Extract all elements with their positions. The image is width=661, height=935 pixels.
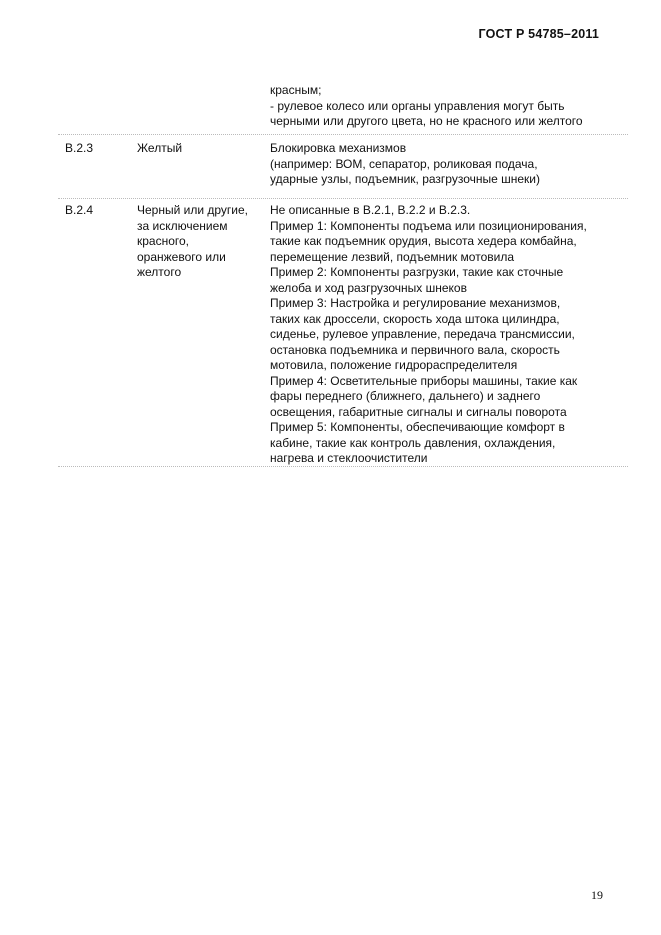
description-line: - рулевое колесо или органы управления могут быть <box>270 98 565 113</box>
description-line: остановка подъемника и первичного вала, скорость <box>270 342 560 357</box>
description-line: (например: ВОМ, сепаратор, роликовая подача, <box>270 156 538 171</box>
row-color <box>137 203 248 281</box>
color-line: оранжевого или <box>137 249 226 264</box>
description-line: кабине, такие как контроль давления, охлаждения, <box>270 435 556 450</box>
row-divider <box>58 134 628 135</box>
description-line: желоба и ход разгрузочных шнеков <box>270 280 467 295</box>
document-header: ГОСТ Р 54785–2011 <box>478 27 599 41</box>
row-description <box>270 203 587 467</box>
description-line: фары переднего (ближнего, дальнего) и заднего <box>270 389 541 403</box>
description-line: нагрева и стеклоочистители <box>270 451 428 465</box>
description-line: Пример 4: Осветительные приборы машины, такие как <box>270 373 578 388</box>
row-code: В.2.3 <box>65 141 94 155</box>
description-line: Пример 1: Компоненты подъема или позиционирования, <box>270 218 587 233</box>
description-line: Пример 5: Компоненты, обеспечивающие комфорт в <box>270 420 565 434</box>
description-line: сиденье, рулевое управление, передача трансмиссии, <box>270 327 575 341</box>
description-line: перемещение лезвий, подъемник мотовила <box>270 249 514 264</box>
description-line: ударные узлы, подъемник, разгрузочные шнеки) <box>270 172 540 186</box>
description-line: мотовила, положение гидрораспределителя <box>270 358 518 372</box>
description-line: освещения, габаритные сигналы и сигналы поворота <box>270 404 567 419</box>
description-line: таких как дроссели, скорость хода штока цилиндра, <box>270 311 560 326</box>
description-line: красным; <box>270 83 322 97</box>
row-description <box>270 141 540 188</box>
description-line: Не описанные в В.2.1, В.2.2 и В.2.3. <box>270 203 471 217</box>
row-color <box>137 141 182 157</box>
color-line: за исключением <box>137 218 228 233</box>
continuation-description <box>270 83 583 130</box>
description-line: такие как подъемник орудия, высота хедера комбайна, <box>270 234 577 248</box>
color-line: желтого <box>137 265 182 279</box>
color-line: Желтый <box>137 141 183 155</box>
row-divider <box>58 198 628 199</box>
row-divider <box>58 466 628 467</box>
description-line: Блокировка механизмов <box>270 141 407 155</box>
description-line: черными или другого цвета, но не красного или желтого <box>270 114 583 128</box>
description-line: Пример 2: Компоненты разгрузки, такие как сточные <box>270 265 564 279</box>
description-line: Пример 3: Настройка и регулирование механизмов, <box>270 296 561 310</box>
row-code: В.2.4 <box>65 203 94 217</box>
page-number: 19 <box>591 888 603 902</box>
color-line: красного, <box>137 234 190 248</box>
color-line: Черный или другие, <box>137 203 249 217</box>
